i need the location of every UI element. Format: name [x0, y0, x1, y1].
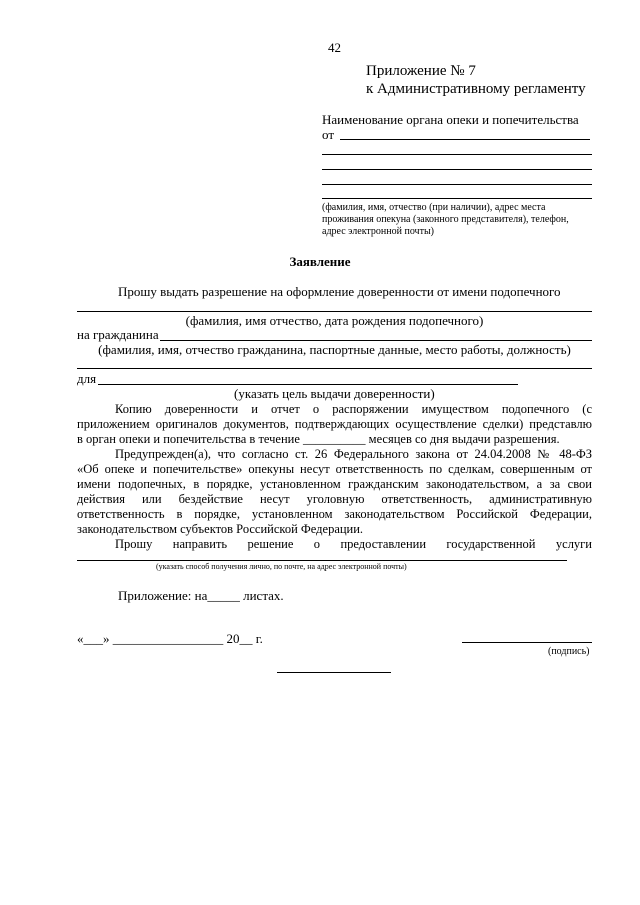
para3-line1: Прошу направить решение о предоставлении государственной услуги — [115, 537, 592, 551]
attachment-line: Приложение: на_____ листах. — [118, 588, 284, 603]
ward-hint: (фамилия, имя отчество, дата рождения подопечного) — [185, 313, 484, 328]
citizen-label: на гражданина — [77, 327, 159, 342]
authority-caption: Наименование органа опеки и попечительства — [322, 112, 579, 127]
request-line: Прошу выдать разрешение на оформление доверенности от имени подопечного — [118, 284, 561, 299]
para2-line1: Предупрежден(а), что согласно ст. 26 Федерального закона от 24.04.2008 № 48-ФЗ — [115, 447, 592, 461]
para2-line4: действия или бездействие несут уголовную ответственность, административную — [77, 492, 592, 506]
para2-line5: ответственность в порядке, установленном законодательством Российской Федерации, — [77, 507, 592, 521]
purpose-hint: (указать цель выдачи доверенности) — [234, 386, 435, 401]
document-title: Заявление — [289, 254, 351, 269]
page-number: 42 — [328, 40, 341, 55]
bottom-separator — [277, 672, 391, 673]
para1-line2: приложением оригиналов документов, подтверждающих осуществление сделки) представлю — [77, 417, 592, 431]
appendix-regulation: к Административному регламенту — [366, 81, 586, 97]
ward-line[interactable] — [77, 311, 592, 312]
date-line: «___» _________________ 20__ г. — [77, 631, 263, 646]
appendix-number: Приложение № 7 — [366, 63, 476, 79]
signature-hint: (подпись) — [548, 646, 590, 657]
from-line[interactable] — [340, 139, 590, 140]
addressee-line-2[interactable] — [322, 154, 592, 155]
addressee-line-4[interactable] — [322, 184, 592, 185]
from-label: от — [322, 127, 335, 142]
addressee-line-5[interactable] — [322, 198, 592, 199]
signature-line[interactable] — [462, 642, 592, 643]
citizen-line[interactable] — [160, 340, 592, 341]
citizen-hint: (фамилия, имя, отчество гражданина, паспортные данные, место работы, должность) — [98, 342, 571, 357]
delivery-hint: (указать способ получения лично, по почте, на адрес электронной почты) — [156, 562, 407, 571]
para1-line3: в орган опеки и попечительства в течение __________ месяцев со дня выдачи разрешения. — [77, 432, 560, 446]
purpose-label: для — [77, 371, 97, 386]
para2-line2: «Об опеке и попечительстве» опекуны несут ответственность по сделкам, совершенным от — [77, 462, 592, 476]
para1-line1: Копию доверенности и отчет о распоряжении имуществом подопечного (с — [115, 402, 592, 416]
purpose-line[interactable] — [98, 384, 518, 385]
delivery-line[interactable] — [77, 560, 567, 561]
para2-line6: законодательством субъектов Российской Федерации. — [77, 522, 364, 536]
addressee-hint-1: (фамилия, имя, отчество (при наличии), адрес места — [322, 202, 546, 213]
para2-line3: имени подопечных, в порядке, установленном гражданским законодательством, а за свои — [77, 477, 592, 491]
addressee-hint-2: проживания опекуна (законного представителя), телефон, — [322, 214, 569, 225]
citizen-line-2[interactable] — [77, 368, 592, 369]
addressee-hint-3: адрес электронной почты) — [322, 226, 435, 237]
addressee-line-3[interactable] — [322, 169, 592, 170]
